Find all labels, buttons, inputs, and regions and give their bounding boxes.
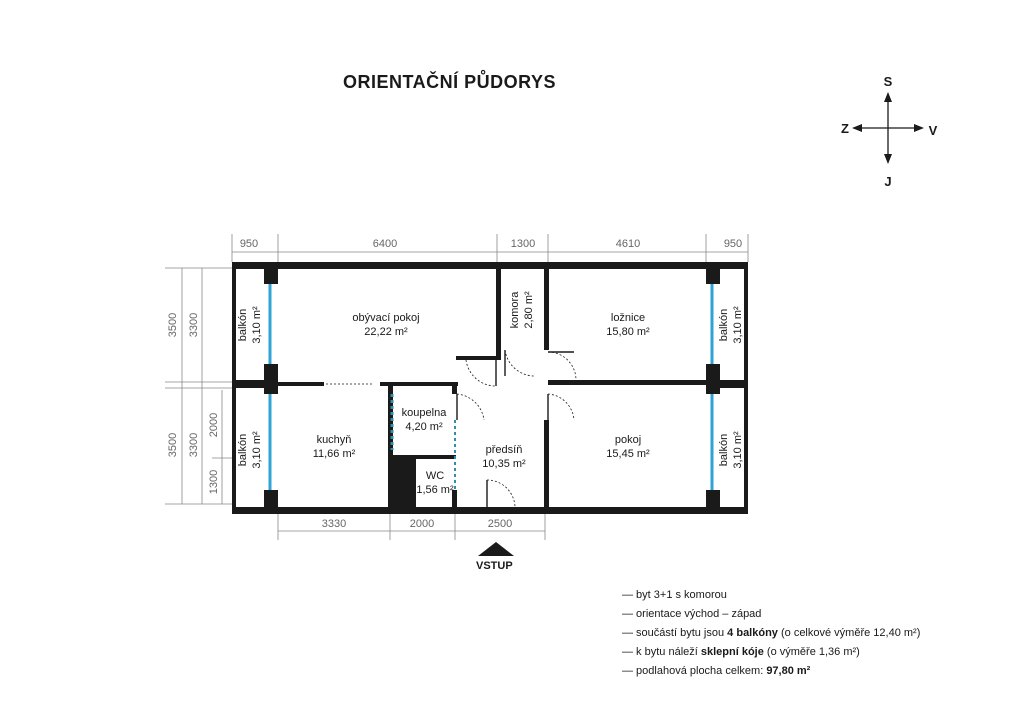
bedroom-name: ložnice [610,312,646,324]
balcony-tr-name: balkón [718,308,730,342]
dim-bottom-1: 3330 [321,518,347,530]
hall-name: předsíň [485,444,523,456]
bedroom-area: 15,80 m² [606,326,650,338]
compass-rose [841,74,938,189]
entry-arrow-icon [478,542,514,556]
balcony-br-area: 3,10 m² [732,431,744,469]
note-item: — orientace východ – západ [622,608,762,620]
dim-left-small-2: 1300 [208,469,220,495]
wc-name: WC [425,470,445,482]
storage-name: komora [509,291,521,329]
dimensions-left [165,268,235,504]
note-item: — byt 3+1 s komorou [622,589,727,601]
living-room-name: obývací pokoj [352,312,420,324]
page-title: ORIENTAČNÍ PŮDORYS [343,72,557,92]
door-leaves [457,350,574,507]
dim-bottom-3: 2500 [487,518,513,530]
dimensions-top [232,234,748,262]
bathroom-name: koupelna [401,407,447,419]
note-item: — k bytu náleží sklepní kóje (o výměře 1,36 m²) [622,646,860,658]
kitchen-area: 11,66 m² [312,448,356,460]
dim-left-inner-2: 3300 [188,432,200,458]
compass-east: V [928,123,938,138]
room-area: 15,45 m² [606,448,650,460]
dim-left-outer-1: 3500 [167,312,179,338]
wc-area: 1,56 m² [416,484,454,496]
hall-area: 10,35 m² [482,458,526,470]
dim-left-small-1: 2000 [208,412,220,438]
compass-west: Z [841,121,849,136]
balcony-bl-name: balkón [237,433,249,467]
note-item: — součástí bytu jsou 4 balkóny (o celkové výměře 12,40 m²) [622,627,921,639]
room-name: pokoj [614,434,642,446]
kitchen-name: kuchyň [316,434,352,446]
dim-left-outer-2: 3500 [167,432,179,458]
dim-top-2: 6400 [372,238,398,250]
dim-bottom-2: 2000 [409,518,435,530]
dim-left-inner-1: 3300 [188,312,200,338]
balcony-bl-area: 3,10 m² [251,431,263,469]
living-room-area: 22,22 m² [364,326,408,338]
compass-north: S [883,74,893,89]
dim-top-3: 1300 [510,238,536,250]
storage-area: 2,80 m² [523,291,535,329]
balcony-tl-area: 3,10 m² [251,306,263,344]
notes-list [622,586,920,681]
walls [232,262,748,514]
dim-top-1: 950 [239,238,259,250]
dim-top-4: 4610 [615,238,641,250]
balcony-tl-name: balkón [237,308,249,342]
note-item: — podlahová plocha celkem: 97,80 m² [622,665,811,677]
compass-south: J [884,174,892,189]
balcony-br-name: balkón [718,433,730,467]
balcony-tr-area: 3,10 m² [732,306,744,344]
dim-top-5: 950 [723,238,743,250]
bathroom-area: 4,20 m² [405,421,443,433]
entry-label: VSTUP [476,560,513,572]
